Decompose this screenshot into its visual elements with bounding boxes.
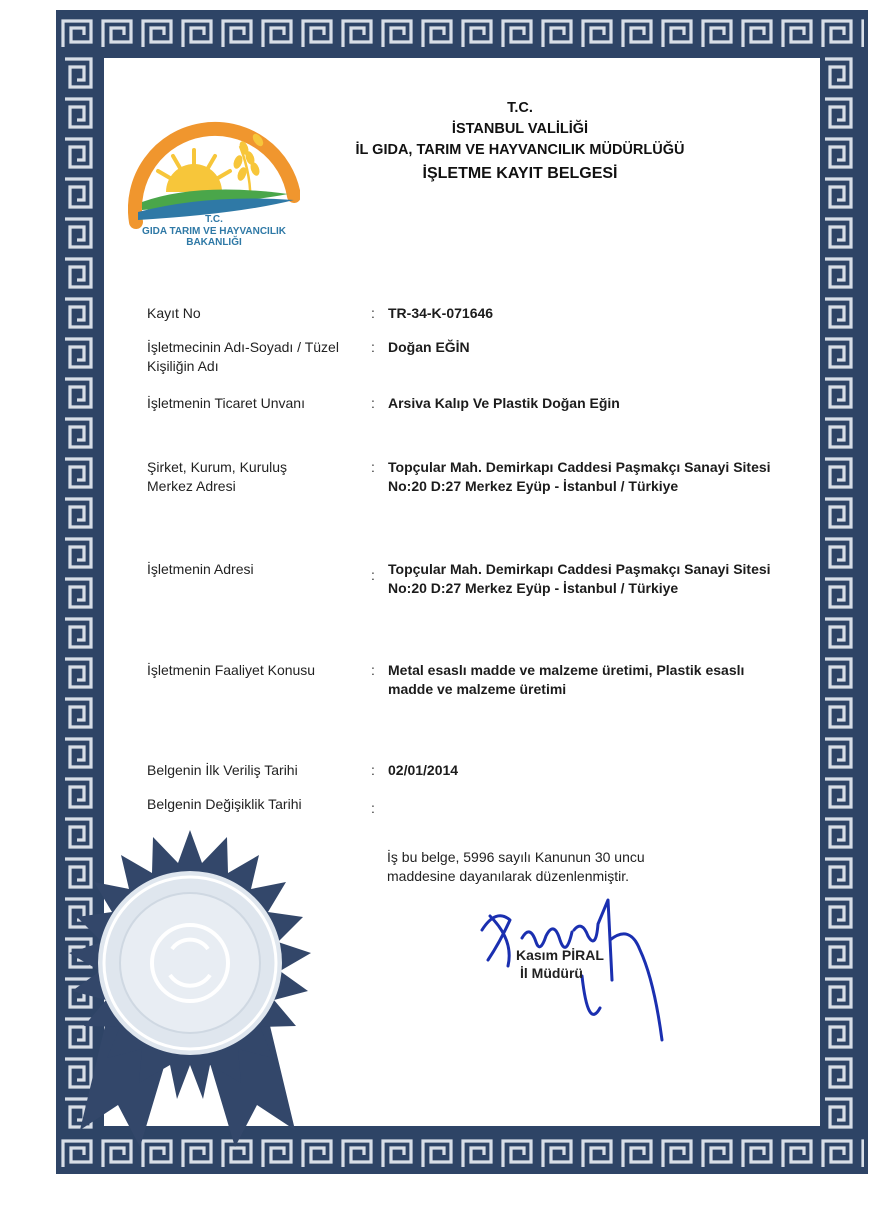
field-colon: : <box>371 395 375 411</box>
field-label: İşletmenin Ticaret Unvanı <box>147 395 305 411</box>
signer-name: Kasım PİRAL <box>516 947 604 963</box>
ministry-logo-text: T.C. GIDA TARIM VE HAYVANCILIK BAKANLIĞI <box>142 214 286 248</box>
field-value: TR-34-K-071646 <box>388 305 494 321</box>
field-colon: : <box>371 339 375 355</box>
field-value: Doğan EĞİN <box>388 339 470 355</box>
header-tc: T.C. <box>507 100 533 116</box>
field-value: 02/01/2014 <box>388 762 459 778</box>
field-colon: : <box>371 662 375 678</box>
header-valilik: İSTANBUL VALİLİĞİ <box>451 121 589 137</box>
field-colon: : <box>371 762 375 778</box>
field-colon: : <box>371 459 375 475</box>
field-colon: : <box>371 567 375 583</box>
field-label: Kayıt No <box>147 305 201 321</box>
field-value: Topçular Mah. Demirkapı Caddesi Paşmakçı Sanayi Sitesi No:20 D:27 Merkez Eyüp - İstanbul / Türkiye <box>388 459 771 494</box>
field-label: İşletmenin Faaliyet Konusu <box>147 662 316 678</box>
legal-note: İş bu belge, 5996 sayılı Kanunun 30 uncu maddesine dayanılarak düzenlenmiştir. <box>387 849 645 884</box>
field-label: Şirket, Kurum, Kuruluş Merkez Adresi <box>147 459 288 494</box>
field-value: Metal esaslı madde ve malzeme üretimi, Plastik esaslı madde ve malzeme üretimi <box>388 662 745 697</box>
signer-block <box>516 946 636 982</box>
field-value: Topçular Mah. Demirkapı Caddesi Paşmakçı Sanayi Sitesi No:20 D:27 Merkez Eyüp - İstanbul / Türkiye <box>388 561 771 596</box>
field-colon: : <box>371 800 375 816</box>
header-mudurluk: İL GIDA, TARIM VE HAYVANCILIK MÜDÜRLÜĞÜ <box>355 142 685 158</box>
document-title: İŞLETME KAYIT BELGESİ <box>422 165 618 182</box>
document-header <box>300 98 740 187</box>
signer-title: İl Müdürü <box>520 965 583 981</box>
field-colon: : <box>371 305 375 321</box>
field-label: İşletmenin Adresi <box>147 561 254 577</box>
field-value: Arsiva Kalıp Ve Plastik Doğan Eğin <box>388 395 620 411</box>
field-label: İşletmecinin Adı-Soyadı / Tüzel Kişiliğin Adı <box>147 339 339 374</box>
field-label: Belgenin İlk Veriliş Tarihi <box>147 762 298 778</box>
official-seal <box>40 825 340 1155</box>
field-label: Belgenin Değişiklik Tarihi <box>147 796 302 812</box>
